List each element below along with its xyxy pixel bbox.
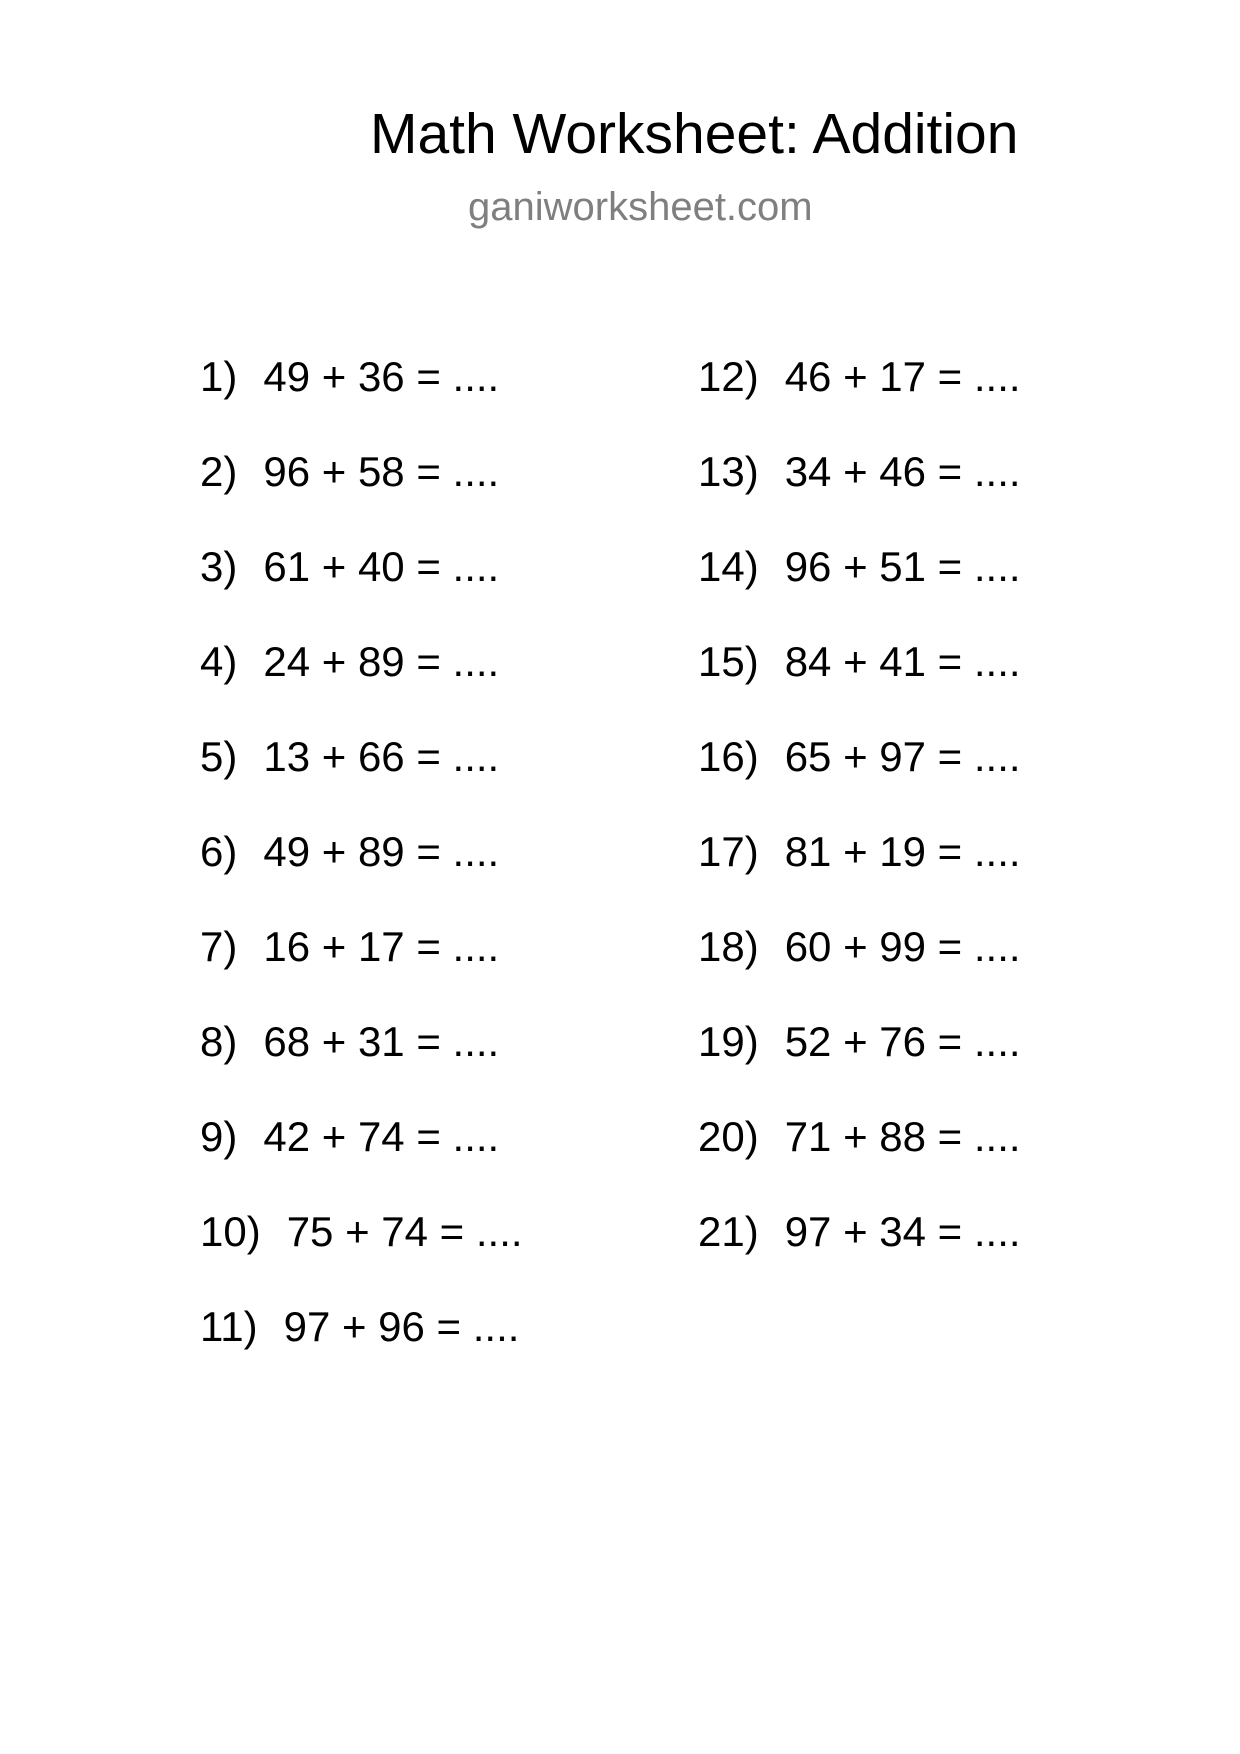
problem-number: 20) xyxy=(698,1113,759,1160)
problem-item xyxy=(200,822,660,917)
problem-expression: 13 + 66 = .... xyxy=(263,733,500,780)
problem-number: 3) xyxy=(200,543,238,590)
problem-item xyxy=(200,442,660,537)
problem-expression: 34 + 46 = .... xyxy=(784,448,1021,495)
problem-item xyxy=(200,632,660,727)
problem-expression: 84 + 41 = .... xyxy=(784,638,1021,685)
problem-item xyxy=(698,632,1158,727)
problem-item xyxy=(698,1107,1158,1202)
problem-expression: 96 + 58 = .... xyxy=(263,448,500,495)
problem-number: 4) xyxy=(200,638,238,685)
problem-expression: 96 + 51 = .... xyxy=(784,543,1021,590)
problem-expression: 52 + 76 = .... xyxy=(784,1018,1021,1065)
problem-expression: 24 + 89 = .... xyxy=(263,638,500,685)
problem-number: 15) xyxy=(698,638,759,685)
problem-number: 10) xyxy=(200,1208,261,1255)
problem-number: 12) xyxy=(698,353,759,400)
problem-number: 2) xyxy=(200,448,238,495)
problem-number: 21) xyxy=(698,1208,759,1255)
problem-expression: 71 + 88 = .... xyxy=(784,1113,1021,1160)
problem-item xyxy=(200,917,660,1012)
problem-expression: 46 + 17 = .... xyxy=(784,353,1021,400)
problem-number: 1) xyxy=(200,353,238,400)
problem-item xyxy=(200,727,660,822)
problem-item xyxy=(698,822,1158,917)
problem-number: 11) xyxy=(200,1303,258,1350)
problem-item xyxy=(698,347,1158,442)
problem-expression: 97 + 34 = .... xyxy=(784,1208,1021,1255)
problem-number: 9) xyxy=(200,1113,238,1160)
problem-item xyxy=(698,1012,1158,1107)
problem-expression: 49 + 36 = .... xyxy=(263,353,500,400)
problem-item xyxy=(200,1202,660,1297)
problem-item xyxy=(698,727,1158,822)
problem-column-right xyxy=(698,347,1158,1297)
page-title: Math Worksheet: Addition xyxy=(370,102,1019,166)
problem-number: 6) xyxy=(200,828,238,875)
problem-item xyxy=(698,537,1158,632)
problem-expression: 97 + 96 = .... xyxy=(283,1303,520,1350)
problem-number: 17) xyxy=(698,828,759,875)
problem-number: 18) xyxy=(698,923,759,970)
problem-expression: 49 + 89 = .... xyxy=(263,828,500,875)
problem-expression: 68 + 31 = .... xyxy=(263,1018,500,1065)
problem-number: 8) xyxy=(200,1018,238,1065)
problem-item xyxy=(698,1202,1158,1297)
problem-expression: 60 + 99 = .... xyxy=(784,923,1021,970)
problem-item xyxy=(200,1107,660,1202)
problem-item xyxy=(200,1297,660,1392)
site-url: ganiworksheet.com xyxy=(468,185,813,229)
problem-item xyxy=(200,537,660,632)
problem-item xyxy=(698,442,1158,537)
problem-expression: 42 + 74 = .... xyxy=(263,1113,500,1160)
problem-number: 19) xyxy=(698,1018,759,1065)
problem-item xyxy=(200,1012,660,1107)
problem-number: 5) xyxy=(200,733,238,780)
problem-number: 13) xyxy=(698,448,759,495)
problem-item xyxy=(200,347,660,442)
problem-expression: 75 + 74 = .... xyxy=(286,1208,523,1255)
problem-expression: 81 + 19 = .... xyxy=(784,828,1021,875)
problem-expression: 61 + 40 = .... xyxy=(263,543,500,590)
problem-expression: 65 + 97 = .... xyxy=(784,733,1021,780)
problem-expression: 16 + 17 = .... xyxy=(263,923,500,970)
problem-number: 7) xyxy=(200,923,238,970)
problem-column-left xyxy=(200,347,660,1392)
problem-number: 16) xyxy=(698,733,759,780)
problem-number: 14) xyxy=(698,543,759,590)
problem-item xyxy=(698,917,1158,1012)
